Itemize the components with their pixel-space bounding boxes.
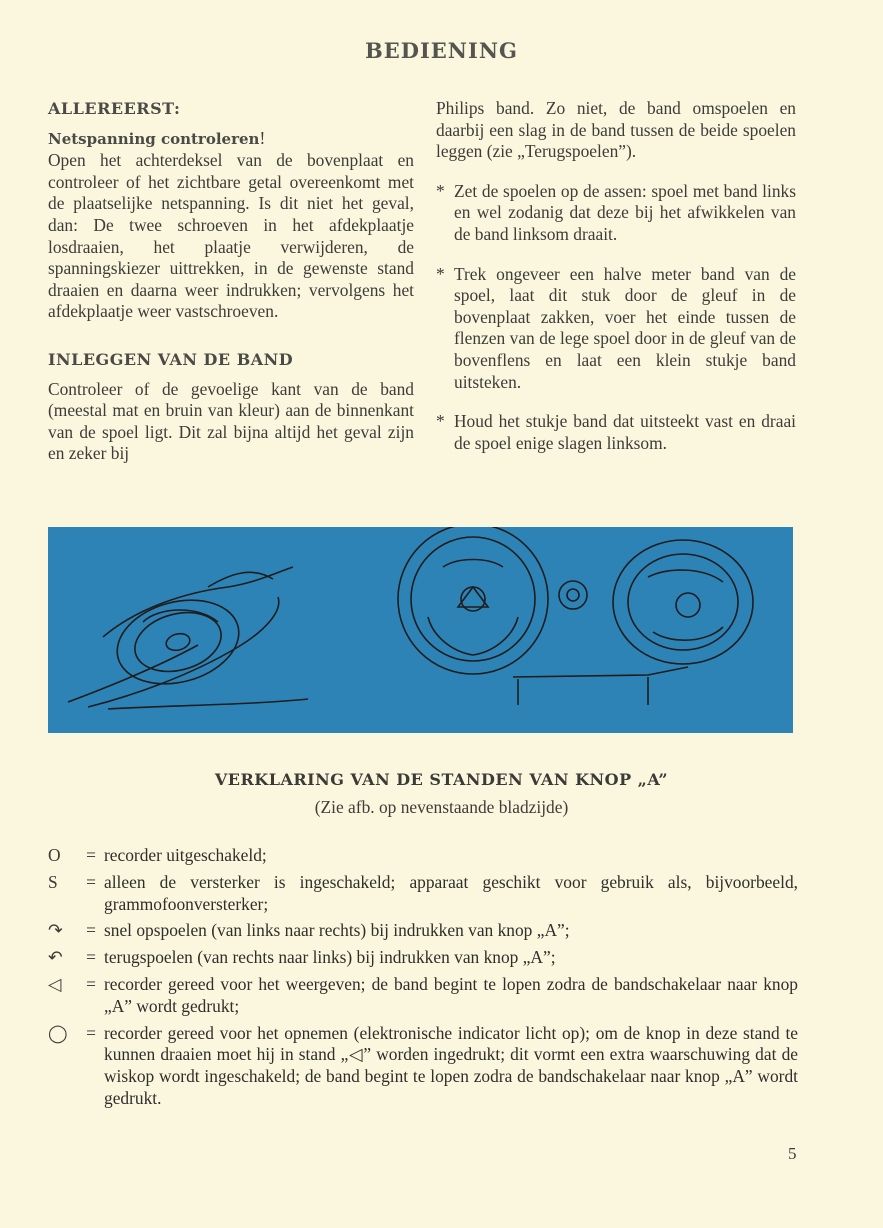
subheading-netspanning-bold: Netspanning controleren bbox=[48, 129, 260, 148]
bullet-star: * bbox=[436, 411, 445, 432]
bullet-text: Trek ongeveer een halve meter band van de spoel, laat dit stuk door de gleuf in de bovenplaat zakken, voer het einde tussen de flenzen van de lege spoel door in de gleuf van de bovenflens en laat een klein stukje band uitsteken. bbox=[454, 263, 796, 392]
paragraph-netspanning: Open het achterdeksel van de bovenplaat en controleer of het zichtbare getal overeenkomt met de plaatselijke netspanning. Is dit niet het geval, dan: De twee schroeven in het afdekplaatje losdraaien, het plaatje verwijderen, de spanningskiezer uittrekken, in de gewenste stand draaien en daarna weer indrukken; vervolgens het afdekplaatje weer vastschroeven. bbox=[48, 150, 414, 322]
position-description: recorder uitgeschakeld; bbox=[104, 845, 267, 865]
rewind-icon: ↶ bbox=[48, 947, 63, 968]
bullet-item bbox=[436, 264, 796, 394]
left-column bbox=[48, 98, 414, 465]
playback-speaker-icon: ◁ bbox=[48, 973, 62, 994]
position-description: snel opspoelen (van links naar rechts) bij indrukken van knop „A”; bbox=[104, 920, 570, 941]
bullet-text: Zet de spoelen op de assen: spoel met band links en wel zodanig dat deze bij het afwikkelen van de band linksom draait. bbox=[454, 180, 796, 244]
knob-positions-list bbox=[48, 845, 798, 1115]
section-title-knop-a: VERKLARING VAN DE STANDEN VAN KNOP „A” bbox=[214, 770, 669, 789]
bullet-star: * bbox=[436, 263, 445, 284]
page-title: BEDIENING bbox=[365, 38, 518, 63]
list-item bbox=[48, 947, 798, 969]
position-description: recorder gereed voor het weergeven; de band begint te lopen zodra de bandschakelaar naar knop „A” wordt gedrukt; bbox=[104, 973, 798, 1016]
section-subtitle: (Zie afb. op nevenstaande bladzijde) bbox=[314, 797, 569, 817]
position-off-symbol: O bbox=[48, 845, 61, 865]
equals-sign: = bbox=[86, 947, 96, 968]
position-amplifier-symbol: S bbox=[48, 871, 58, 892]
record-icon: ◯ bbox=[48, 1022, 68, 1043]
section-heading-inleggen: INLEGGEN VAN DE BAND bbox=[48, 349, 294, 369]
list-item bbox=[48, 845, 798, 867]
bullet-star: * bbox=[436, 180, 445, 201]
equals-sign: = bbox=[86, 871, 96, 892]
bullet-item bbox=[436, 181, 796, 246]
equals-sign: = bbox=[86, 845, 96, 865]
page-number: 5 bbox=[788, 1144, 797, 1163]
paragraph-inleggen: Controleer of de gevoelige kant van de band (meestal mat en bruin van kleur) aan de binnenkant van de spoel ligt. Dit zal bijna altijd het geval zijn en zeker bij bbox=[48, 378, 414, 464]
paragraph-philips-band: Philips band. Zo niet, de band omspoelen en daarbij een slag in de band tussen de beide spoelen leggen (zie „Terugspoelen”). bbox=[436, 98, 796, 162]
position-description: recorder gereed voor het opnemen (elektronische indicator licht op); om de knop in deze stand te kunnen draaien moet hij in stand „◁” worden ingedrukt; dit vormt een extra waarschuwing dat de wiskop wordt ingeschakeld; de band begint te lopen zodra de bandschakelaar naar knop „A” wordt gedrukt. bbox=[104, 1022, 798, 1108]
section-heading-allereerst: ALLEREERST: bbox=[48, 99, 181, 118]
equals-sign: = bbox=[86, 973, 96, 994]
right-column bbox=[436, 98, 796, 454]
list-item bbox=[48, 920, 798, 942]
position-description: terugspoelen (van rechts naar links) bij indrukken van knop „A”; bbox=[104, 947, 556, 968]
list-item bbox=[48, 1023, 798, 1110]
list-item bbox=[48, 872, 798, 916]
fast-forward-icon: ↷ bbox=[48, 920, 63, 941]
equals-sign: = bbox=[86, 1022, 96, 1043]
tape-reel-illustration bbox=[48, 527, 793, 733]
bullet-item bbox=[436, 411, 796, 454]
tape-reel-drawing bbox=[48, 527, 793, 733]
subheading-netspanning bbox=[48, 128, 414, 151]
subheading-netspanning-tail: ! bbox=[259, 127, 266, 148]
position-description: alleen de versterker is ingeschakeld; apparaat geschikt voor gebruik als, bijvoorbeeld, grammofoonversterker; bbox=[104, 871, 798, 914]
bullet-text: Houd het stukje band dat uitsteekt vast en draai de spoel enige slagen linksom. bbox=[454, 411, 796, 453]
equals-sign: = bbox=[86, 920, 96, 941]
list-item bbox=[48, 974, 798, 1018]
